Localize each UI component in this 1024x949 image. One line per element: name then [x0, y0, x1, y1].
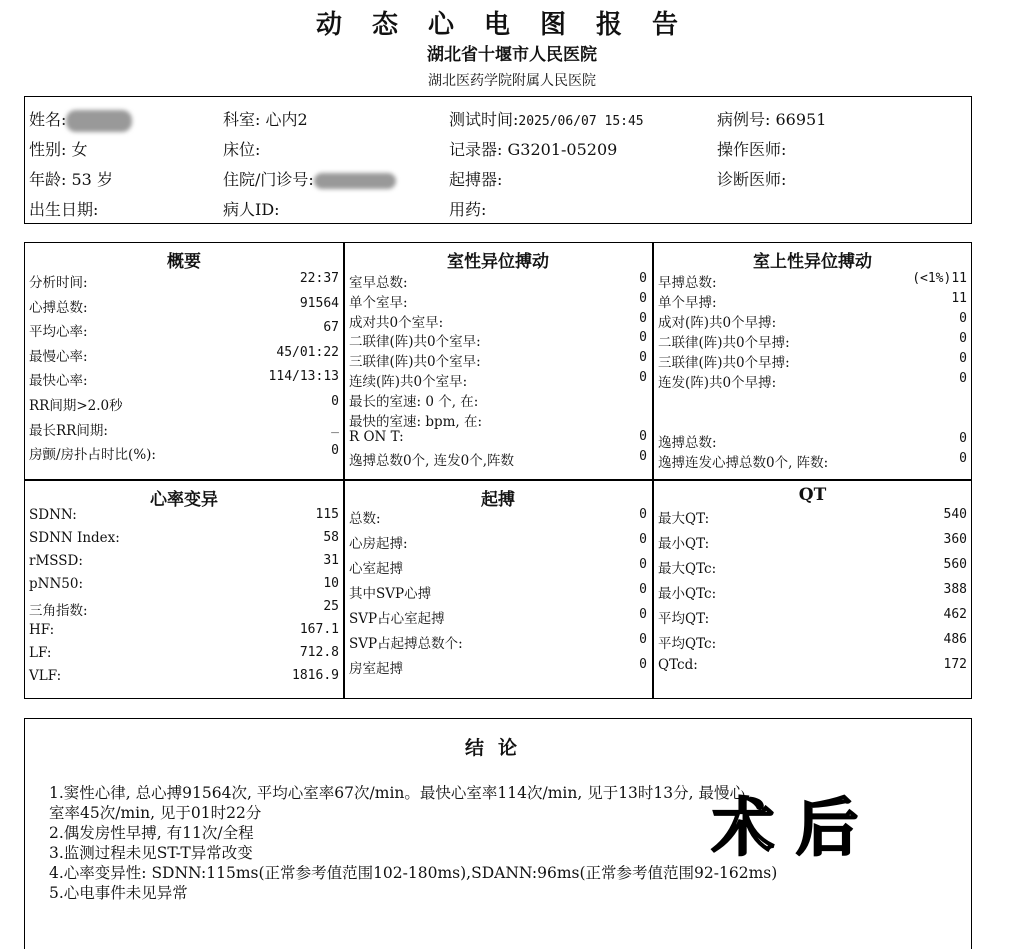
stat-value: 0: [331, 443, 339, 459]
statistics-grid: [24, 242, 972, 699]
stat-row: [349, 291, 647, 310]
stat-row: [349, 370, 647, 389]
summary-section: [25, 243, 343, 479]
stat-label: 房颤/房扑占时比(%):: [29, 447, 156, 464]
section-heading: QT: [798, 485, 827, 505]
stat-row: [29, 419, 339, 438]
diagnosis-doctor-field: 诊断医师:: [717, 170, 787, 189]
section-heading: 心率变异: [150, 490, 218, 510]
stat-value: (<1%)11: [912, 271, 967, 286]
stat-row: [29, 345, 339, 364]
stat-row: [658, 582, 967, 601]
stat-value: 0: [639, 429, 647, 445]
case-no-field: 病例号: 66951: [717, 110, 827, 129]
stat-value: 0: [639, 290, 647, 306]
stat-value: 0: [331, 394, 339, 409]
stat-value: 0: [639, 582, 647, 597]
stat-row: [29, 576, 339, 595]
stat-row: [658, 507, 967, 526]
stat-label: 最小QT:: [658, 536, 710, 552]
stat-row: [349, 410, 647, 429]
conclusion-heading: 结论: [464, 737, 531, 759]
stat-label: 最小QTc:: [658, 586, 717, 602]
stat-value: 0: [639, 449, 647, 465]
section-heading: 室性异位搏动: [447, 252, 549, 272]
stat-label: 逸搏总数0个, 连发0个,阵数: [349, 453, 515, 470]
stat-row: [349, 557, 647, 576]
stat-value: 0: [959, 371, 967, 386]
stat-row: [658, 557, 967, 576]
recorder-field: 记录器: G3201-05209: [449, 140, 618, 159]
stat-value: 0: [959, 431, 967, 446]
stat-value: 0: [959, 311, 967, 326]
stat-label: VLF:: [29, 668, 62, 684]
stat-value: 360: [943, 532, 967, 547]
stat-label: 室早总数:: [349, 275, 408, 291]
stat-value: 31: [323, 553, 339, 568]
admission-field: 住院/门诊号:: [223, 167, 396, 190]
stat-value: 486: [943, 632, 967, 647]
stat-label: SVP占心室起搏: [349, 611, 445, 627]
stat-value: 10: [323, 576, 339, 591]
stat-label: LF:: [29, 645, 52, 661]
stat-label: 最快的室速: bpm, 在:: [349, 413, 483, 430]
stat-row: [349, 532, 647, 551]
stat-value: 114/13:13: [268, 369, 339, 385]
stat-row: [29, 599, 339, 618]
medication-field: 用药:: [449, 200, 487, 219]
stat-row: [349, 657, 647, 676]
gender-field: 性别: 女: [29, 140, 88, 159]
stat-row: [658, 311, 967, 330]
dob-field: 出生日期:: [29, 200, 99, 219]
stat-label: 单个早搏:: [658, 295, 717, 311]
post-op-stamp: 术后: [712, 791, 881, 864]
stat-row: [658, 351, 967, 370]
stat-row: [349, 330, 647, 349]
stat-row: [349, 632, 647, 651]
stat-row: [658, 291, 967, 310]
pacing-section: [345, 481, 651, 698]
stat-row: [658, 271, 967, 290]
stat-row: [29, 443, 339, 462]
stat-value: 0: [959, 451, 967, 466]
stat-label: 最长的室速: 0 个, 在:: [349, 393, 479, 410]
qt-section: [654, 481, 971, 698]
stat-value: 0: [639, 532, 647, 547]
stat-row: [29, 622, 339, 641]
stat-label: 成对共0个室早:: [349, 314, 444, 331]
stat-value: 0: [639, 350, 647, 366]
age-field: 年龄: 53 岁: [29, 170, 113, 189]
report-title: 动态心电图报告: [315, 10, 708, 40]
patient-info-box: [24, 96, 972, 224]
stat-row: [29, 320, 339, 339]
stat-label: 平均心率:: [29, 324, 88, 341]
stat-label: 二联律(阵)共0个室早:: [349, 334, 481, 351]
stat-value: 0: [959, 331, 967, 346]
stat-label: SDNN:: [29, 507, 77, 523]
stat-value: 540: [943, 507, 967, 522]
stat-row: [29, 668, 339, 687]
stat-label: RR间期>2.0秒: [29, 398, 123, 414]
hospital-name: 湖北省十堰市人民医院: [427, 45, 597, 65]
stat-row: [29, 271, 339, 290]
stat-label: 成对(阵)共0个早搏:: [658, 315, 777, 331]
stat-value: 388: [943, 582, 967, 597]
stat-row: [349, 390, 647, 409]
stat-value: 0: [959, 351, 967, 366]
stat-row: [349, 271, 647, 290]
stat-value: 167.1: [299, 622, 339, 637]
stat-row: [658, 451, 967, 470]
stat-label: 三角指数:: [29, 603, 88, 619]
section-heading: 室上性异位搏动: [753, 252, 872, 272]
stat-label: 平均QT:: [658, 611, 710, 627]
stat-value: 0: [639, 370, 647, 385]
stat-label: 逸搏总数:: [658, 435, 717, 451]
stat-label: 心房起搏:: [349, 536, 408, 552]
stat-label: 单个室早:: [349, 294, 408, 311]
stat-label: pNN50:: [29, 576, 83, 592]
hrv-section: [25, 481, 343, 698]
redacted-name: [66, 110, 132, 132]
stat-row: [349, 311, 647, 330]
stat-row: [658, 657, 967, 676]
stat-label: SVP占起搏总数个:: [349, 636, 463, 652]
test-time-field: 测试时间:2025/06/07 15:45: [449, 110, 644, 129]
stat-value: 45/01:22: [276, 344, 339, 360]
stat-label: SDNN Index:: [29, 530, 120, 546]
patient-id-field: 病人ID:: [223, 200, 280, 219]
pacemaker-field: 起搏器:: [449, 170, 503, 189]
stat-value: 25: [323, 599, 339, 614]
stat-label: 平均QTc:: [658, 636, 717, 652]
operator-field: 操作医师:: [717, 140, 787, 159]
stat-value: 91564: [299, 295, 339, 311]
conclusion-line: 4.心率变异性: SDNN:115ms(正常参考值范围102-180ms),SDANN:96ms(正常参考值范围92-162ms): [49, 864, 778, 882]
stat-value: 172: [943, 657, 967, 672]
stat-value: 22:37: [299, 271, 339, 286]
stat-value: 0: [639, 632, 647, 647]
name-field: 姓名:: [29, 107, 132, 132]
stat-value: 560: [943, 557, 967, 572]
stat-label: 三联律(阵)共0个早搏:: [658, 355, 790, 371]
stat-label: rMSSD:: [29, 553, 83, 569]
stat-label: 心室起搏: [349, 561, 403, 577]
stat-label: 三联律(阵)共0个室早:: [349, 354, 481, 371]
stat-row: [29, 553, 339, 572]
stat-label: 最大QT:: [658, 511, 710, 527]
stat-value: 0: [639, 310, 647, 326]
stat-row: [349, 507, 647, 526]
conclusion-line: 5.心电事件未见异常: [49, 884, 188, 902]
stat-label: 最快心率:: [29, 373, 88, 390]
conclusion-line: 2.偶发房性早搏, 有11次/全程: [49, 824, 254, 842]
stat-value: 67: [323, 320, 339, 336]
stat-label: 最慢心率:: [29, 348, 88, 365]
stat-value: 712.8: [299, 645, 339, 660]
stat-label: 房室起搏: [349, 661, 403, 677]
stat-label: 总数:: [349, 511, 381, 527]
stat-label: HF:: [29, 622, 55, 638]
conclusion-line: 1.窦性心律, 总心搏91564次, 平均心室率67次/min。最快心室率114次/min, 见于13时13分, 最慢心: [49, 784, 745, 802]
ventricular-section: [345, 243, 651, 479]
conclusion-line: 室率45次/min, 见于01时22分: [49, 804, 262, 822]
stat-label: 最长RR间期:: [29, 422, 108, 439]
hospital-affiliation: 湖北医药学院附属人民医院: [428, 73, 596, 89]
stat-value: 11: [951, 291, 967, 306]
stat-row: [658, 431, 967, 450]
section-heading: 概要: [167, 252, 201, 272]
stat-row: [29, 530, 339, 549]
stat-value: 1816.9: [292, 668, 339, 683]
stat-row: [658, 632, 967, 651]
stat-row: [29, 369, 339, 388]
stat-row: [658, 371, 967, 390]
stat-row: [349, 449, 647, 468]
stat-value: 0: [639, 330, 647, 346]
stat-row: [349, 429, 647, 448]
stat-label: 二联律(阵)共0个早搏:: [658, 335, 790, 351]
stat-value: 462: [943, 607, 967, 622]
stat-row: [349, 607, 647, 626]
stat-label: 最大QTc:: [658, 561, 717, 577]
stat-row: [29, 645, 339, 664]
stat-row: [658, 607, 967, 626]
stat-label: 分析时间:: [29, 275, 88, 291]
stat-value: 0: [639, 271, 647, 286]
stat-value: 0: [639, 657, 647, 672]
stat-label: 连续(阵)共0个室早:: [349, 374, 468, 390]
redacted-admission-no: [314, 173, 396, 189]
stat-value: 0: [639, 557, 647, 572]
bed-field: 床位:: [223, 140, 261, 159]
stat-value: 0: [639, 507, 647, 522]
stat-label: 其中SVP心搏: [349, 586, 432, 602]
stat-value: 0: [639, 607, 647, 622]
stat-value: _: [331, 418, 339, 434]
stat-row: [349, 350, 647, 369]
dept-field: 科室: 心内2: [223, 110, 308, 129]
stat-row: [29, 296, 339, 315]
stat-value: 58: [323, 530, 339, 545]
conclusion-line: 3.监测过程未见ST-T异常改变: [49, 844, 253, 862]
stat-row: [349, 582, 647, 601]
supraventricular-section: [654, 243, 971, 479]
stat-label: 连发(阵)共0个早搏:: [658, 375, 777, 391]
stat-label: QTcd:: [658, 657, 698, 673]
stat-label: R ON T:: [349, 429, 404, 446]
stat-label: 心搏总数:: [29, 299, 88, 316]
stat-label: 早搏总数:: [658, 275, 717, 291]
stat-value: 115: [315, 507, 339, 522]
stat-row: [29, 507, 339, 526]
stat-row: [658, 532, 967, 551]
stat-row: [29, 394, 339, 413]
stat-label: 逸搏连发心搏总数0个, 阵数:: [658, 455, 829, 471]
stat-row: [658, 331, 967, 350]
section-heading: 起搏: [481, 490, 515, 510]
